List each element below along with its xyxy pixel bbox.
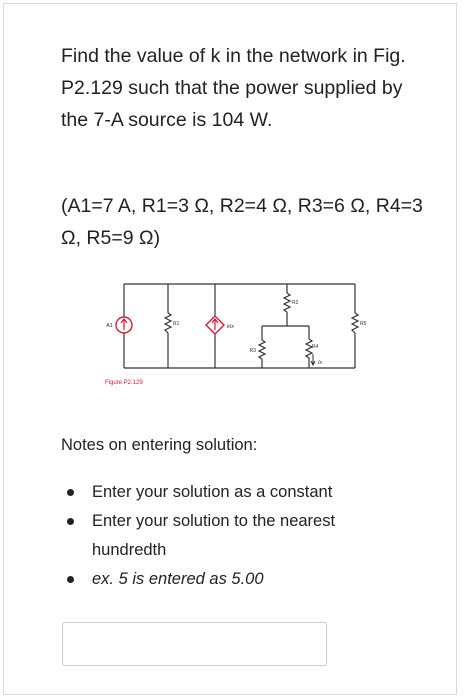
r3-resistor xyxy=(259,340,265,359)
note-example: ex. 5 is entered as 5.00 xyxy=(92,570,264,588)
label-r5: R5 xyxy=(360,321,367,327)
dependent-current-source xyxy=(206,316,224,334)
label-r1: R1 xyxy=(173,321,180,327)
bullet-icon xyxy=(67,518,74,525)
note-text: Enter your solution to the nearest hundredth xyxy=(92,512,336,559)
list-item xyxy=(61,565,391,594)
given-values: (A1=7 A, R1=3 Ω, R2=4 Ω, R3=6 Ω, R4=3 Ω, R5=9 Ω) xyxy=(61,195,423,249)
figure-caption: Figure P2.129 xyxy=(105,380,143,386)
list-item xyxy=(61,507,391,565)
list-item xyxy=(61,478,391,507)
question-text: Find the value of k in the network in Fig. P2.129 such that the power supplied by the 7-A source is 104 W. xyxy=(61,45,406,131)
label-ix: Ix xyxy=(318,360,323,366)
label-r2: R2 xyxy=(292,300,299,306)
r1-resistor xyxy=(165,313,171,333)
circuit-diagram xyxy=(102,272,387,402)
notes-title: Notes on entering solution: xyxy=(61,436,258,454)
bullet-icon xyxy=(67,576,74,583)
label-r3: R3 xyxy=(249,348,256,354)
bullet-icon xyxy=(67,489,74,496)
note-text: Enter your solution as a constant xyxy=(92,483,333,501)
label-kix: kIx xyxy=(227,324,235,330)
answer-input[interactable] xyxy=(62,622,327,666)
circuit-figure xyxy=(102,272,387,402)
question-card xyxy=(3,3,457,695)
notes-list xyxy=(61,478,391,594)
label-r4: R4 xyxy=(312,344,319,350)
a1-current-source xyxy=(116,317,132,333)
label-a1: A1 xyxy=(106,323,113,329)
r5-resistor xyxy=(352,313,358,333)
r2-resistor xyxy=(284,293,290,312)
ix-arrow-icon xyxy=(311,354,315,365)
